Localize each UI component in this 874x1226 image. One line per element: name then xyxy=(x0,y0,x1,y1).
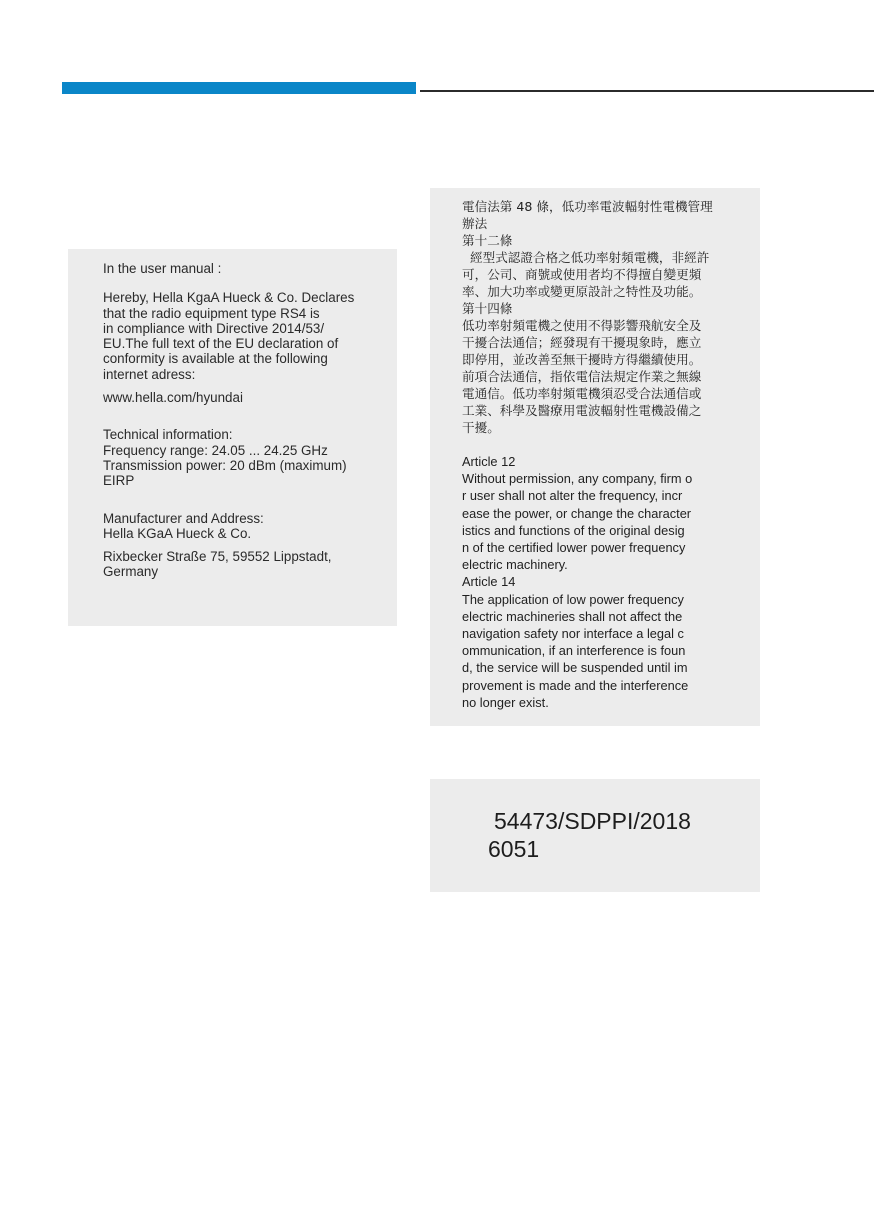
en-line: navigation safety nor interface a legal c xyxy=(462,626,684,642)
en-line: Article 14 xyxy=(462,574,516,590)
declaration-line: conformity is available at the following xyxy=(103,351,328,367)
en-line: ommunication, if an interference is foun xyxy=(462,643,686,659)
zh-line: 電信法第 48 條，低功率電波輻射性電機管理 xyxy=(462,199,713,214)
zh-line: 第十二條 xyxy=(462,233,513,248)
taiwan-ncc-text xyxy=(462,198,752,711)
declaration-line: that the radio equipment type RS4 is xyxy=(103,305,320,321)
sdppi-certificate-number xyxy=(488,807,691,863)
en-line: no longer exist. xyxy=(462,694,549,710)
declaration-line: internet adress: xyxy=(103,366,196,382)
zh-line: 率、加大功率或變更原設計之特性及功能。 xyxy=(462,284,702,299)
zh-line: 低功率射頻電機之使用不得影響飛航安全及 xyxy=(462,318,702,333)
header-rule xyxy=(420,90,874,92)
en-line: d, the service will be suspended until im xyxy=(462,660,688,676)
manufacturer-address: Germany xyxy=(103,564,159,580)
sdppi-number-line1: 54473/SDPPI/2018 xyxy=(494,808,691,834)
declaration-url: www.hella.com/hyundai xyxy=(103,390,243,406)
en-line: electric machinery. xyxy=(462,557,568,573)
en-line: r user shall not alter the frequency, incr xyxy=(462,488,683,504)
chinese-regulation-text xyxy=(462,198,752,436)
en-line: istics and functions of the original desig xyxy=(462,522,685,538)
transmission-power: Transmission power: 20 dBm (maximum) xyxy=(103,457,347,473)
zh-line: 可，公司、商號或使用者均不得擅自變更頻 xyxy=(462,267,702,282)
transmission-power-unit: EIRP xyxy=(103,473,135,489)
en-line: Without permission, any company, firm o xyxy=(462,471,693,487)
indonesia-sdppi-box xyxy=(430,779,760,892)
zh-line: 工業、科學及醫療用電波輻射性電機設備之 xyxy=(462,403,702,418)
zh-line: 辦法 xyxy=(462,216,488,231)
en-line: Article 12 xyxy=(462,454,516,469)
declaration-line: in compliance with Directive 2014/53/ xyxy=(103,320,325,336)
zh-line: 第十四條 xyxy=(462,301,513,316)
manufacturer-heading: Manufacturer and Address: xyxy=(103,510,264,526)
manufacturer-address: Rixbecker Straße 75, 59552 Lippstadt, xyxy=(103,549,332,565)
sdppi-number-line2: 6051 xyxy=(488,836,540,862)
zh-line: 干擾。 xyxy=(462,420,500,435)
en-line: electric machineries shall not affect the xyxy=(462,608,683,624)
zh-line: 前項合法通信，指依電信法規定作業之無線 xyxy=(462,369,702,384)
frequency-range: Frequency range: 24.05 ... 24.25 GHz xyxy=(103,442,328,458)
taiwan-ncc-box xyxy=(430,188,760,726)
declaration-line: EU.The full text of the EU declaration of xyxy=(103,336,339,352)
eu-declaration-box xyxy=(68,249,397,626)
tech-info-heading: Technical information: xyxy=(103,427,233,443)
eu-declaration-text xyxy=(103,261,393,580)
english-regulation-text xyxy=(462,453,752,711)
zh-line: 電通信。低功率射頻電機須忍受合法通信或 xyxy=(462,386,702,401)
en-line: provement is made and the interference xyxy=(462,677,689,693)
manufacturer-name: Hella KGaA Hueck & Co. xyxy=(103,525,252,541)
eu-heading: In the user manual : xyxy=(103,261,222,276)
en-line: ease the power, or change the character xyxy=(462,505,692,521)
zh-line: 經型式認證合格之低功率射頻電機，非經許 xyxy=(462,250,710,265)
declaration-line: Hereby, Hella KgaA Hueck & Co. Declares xyxy=(103,290,355,306)
header-accent-bar xyxy=(62,82,416,94)
zh-line: 干擾合法通信；經發現有干擾現象時，應立 xyxy=(462,335,702,350)
en-line: The application of low power frequency xyxy=(462,591,684,607)
zh-line: 即停用，並改善至無干擾時方得繼續使用。 xyxy=(462,352,702,367)
en-line: n of the certified lower power frequency xyxy=(462,540,686,556)
